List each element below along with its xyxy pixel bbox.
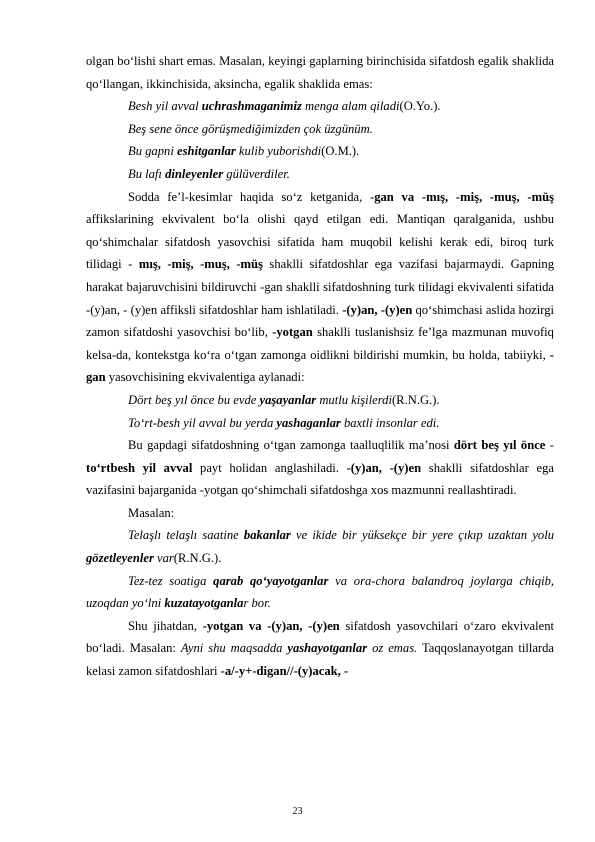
paragraph (86, 524, 554, 569)
text-run: Sodda fe’l-kesimlar haqida so‘z ketganida, - (128, 189, 375, 204)
text-run: affikslarining ekvivalent bo‘la olishi qayd etilgan edi. Mantiqan qaralganida, ushbu qo‘shimchalar sifatdosh yasovchisi sifatida ham muqobil kelishi kerak edi, biroq turk tilidagi - (86, 212, 554, 272)
text-run: (O.Yo.). (399, 99, 441, 114)
emphasized-text: kuzatayotganla (164, 596, 244, 611)
text-run: r bor. (243, 596, 271, 611)
document-body (86, 50, 554, 683)
emphasized-text: yashaganlar (276, 415, 341, 430)
emphasized-text: gan va -mış, -miş, -muş, -müş (374, 189, 554, 204)
emphasized-text: to‘rtbesh yil avval (86, 460, 193, 475)
paragraph (86, 502, 554, 525)
text-run: payt holidan anglashiladi. (192, 460, 347, 475)
text-run: Bu gapni (128, 144, 177, 159)
text-run: kulib yuborishdi (235, 144, 322, 159)
emphasized-text: -yotgan (272, 325, 313, 340)
text-run: - (545, 438, 554, 453)
text-run: Beş sene önce görüşmediğimizden çok üzgünüm. (128, 121, 373, 136)
emphasized-text: dört beş yıl önce (453, 438, 546, 453)
page-number: 23 (292, 806, 303, 817)
text-run: (R.N.G.). (173, 551, 222, 566)
paragraph (86, 434, 554, 502)
text-run: Bu gapdagi sifatdoshning o‘tgan zamonga taalluqlilik ma’nosi (128, 438, 454, 453)
paragraph (86, 412, 554, 435)
text-run: var (153, 551, 174, 566)
text-run: Bu lafı (128, 166, 166, 181)
emphasized-text: -(y)an, -(y)en (346, 460, 422, 475)
emphasized-text: -a/-y+-digan//-(y)acak, - (220, 664, 349, 679)
text-run: yasovchisining ekvivalentiga aylanadi: (105, 370, 305, 385)
text-run: To‘rt-besh yil avval bu yerda (128, 415, 277, 430)
emphasized-text: yaşayanlar (259, 392, 317, 407)
paragraph (86, 50, 554, 95)
emphasized-text: uchrashmaganimiz (201, 99, 302, 114)
text-run: sifatdosh yasovchilari o‘zaro ekvivalent bo‘ladi. Masalan: (86, 618, 554, 656)
text-run: Taqqoslanayotgan tillarda kelasi zamon sifatdoshlari (86, 641, 555, 679)
text-run: Masalan: (128, 505, 175, 520)
text-run: qo‘shimchasi aslida hozirgi zamon sifatdoshi yasovchisi bo‘lib, (86, 302, 554, 340)
text-run: shaklli tuslanishsiz fe’lga mazmunan muvofiq kelsa-da, kontekstga ko‘ra o‘tgan zamonga oidlikni bildirishi mumkin, bu holda, tabiiyki, (86, 325, 554, 362)
paragraph (86, 389, 554, 412)
emphasized-text: yashayotganlar (287, 641, 368, 656)
text-run: menga alam qiladi (301, 99, 400, 114)
text-run: baxtli insonlar edi. (340, 415, 440, 430)
text-run: (R.N.G.). (391, 392, 440, 407)
text-run: ve ikide bir yüksekçe bir yere çıkıp uzaktan yolu (290, 528, 554, 543)
emphasized-text: -gan (86, 347, 554, 385)
text-run: shaklli sifatdoshlar ega vazifasi bajarmaydi. Gapning harakat bajaruvchisini bildiruvchi -gan shaklli sifatdoshning turk tilidagi ekvivalenti sifatida -(y)an, - (y)en affiksli sifatdoshlar ham ishlatiladi. (86, 257, 555, 317)
text-run: mutlu kişilerdi (316, 392, 392, 407)
paragraph (86, 186, 554, 389)
emphasized-text: bakanlar (243, 528, 291, 543)
emphasized-text: eshitganlar (176, 144, 236, 159)
paragraph (86, 118, 554, 141)
emphasized-text: dinleyenler (165, 166, 224, 181)
text-run: va ora-chora balandroq joylarga chiqib, uzoqdan yo‘lni (86, 573, 555, 611)
emphasized-text: gözetleyenler (86, 551, 154, 566)
text-run: oz emas. (367, 641, 418, 656)
text-run: Tez-tez soatiga (128, 573, 214, 588)
text-run: Ayni shu maqsadda (180, 641, 288, 656)
text-run: (O.M.). (321, 144, 360, 159)
emphasized-text: qarab qo‘yayotganlar (213, 573, 329, 588)
text-run: gülüverdiler. (223, 166, 290, 181)
text-run: Shu jihatdan, (128, 618, 203, 633)
emphasized-text: mış, -miş, -muş, -müş (138, 257, 263, 272)
paragraph (86, 140, 554, 163)
paragraph (86, 615, 554, 683)
paragraph (86, 95, 554, 118)
text-run: Dört beş yıl önce bu evde (128, 392, 260, 407)
text-run: Besh yil avval (128, 99, 202, 114)
paragraph (86, 163, 554, 186)
text-run: shaklli sifatdoshlar ega vazifasini bajarganida -yotgan qo‘shimchali sifatdoshga xos mazmunni reallashtiradi. (86, 460, 554, 498)
text-run: Telaşlı telaşlı saatine (128, 528, 244, 543)
emphasized-text: -yotgan va -(y)an, -(y)en (202, 618, 340, 633)
paragraph (86, 570, 554, 615)
text-run: olgan bo‘lishi shart emas. Masalan, keyingi gaplarning birinchisida sifatdosh egalik shaklida qo‘llangan, ikkinchisida, aksincha, egalik shaklida emas: (86, 54, 554, 91)
emphasized-text: -(y)an, -(y)en (342, 302, 413, 317)
